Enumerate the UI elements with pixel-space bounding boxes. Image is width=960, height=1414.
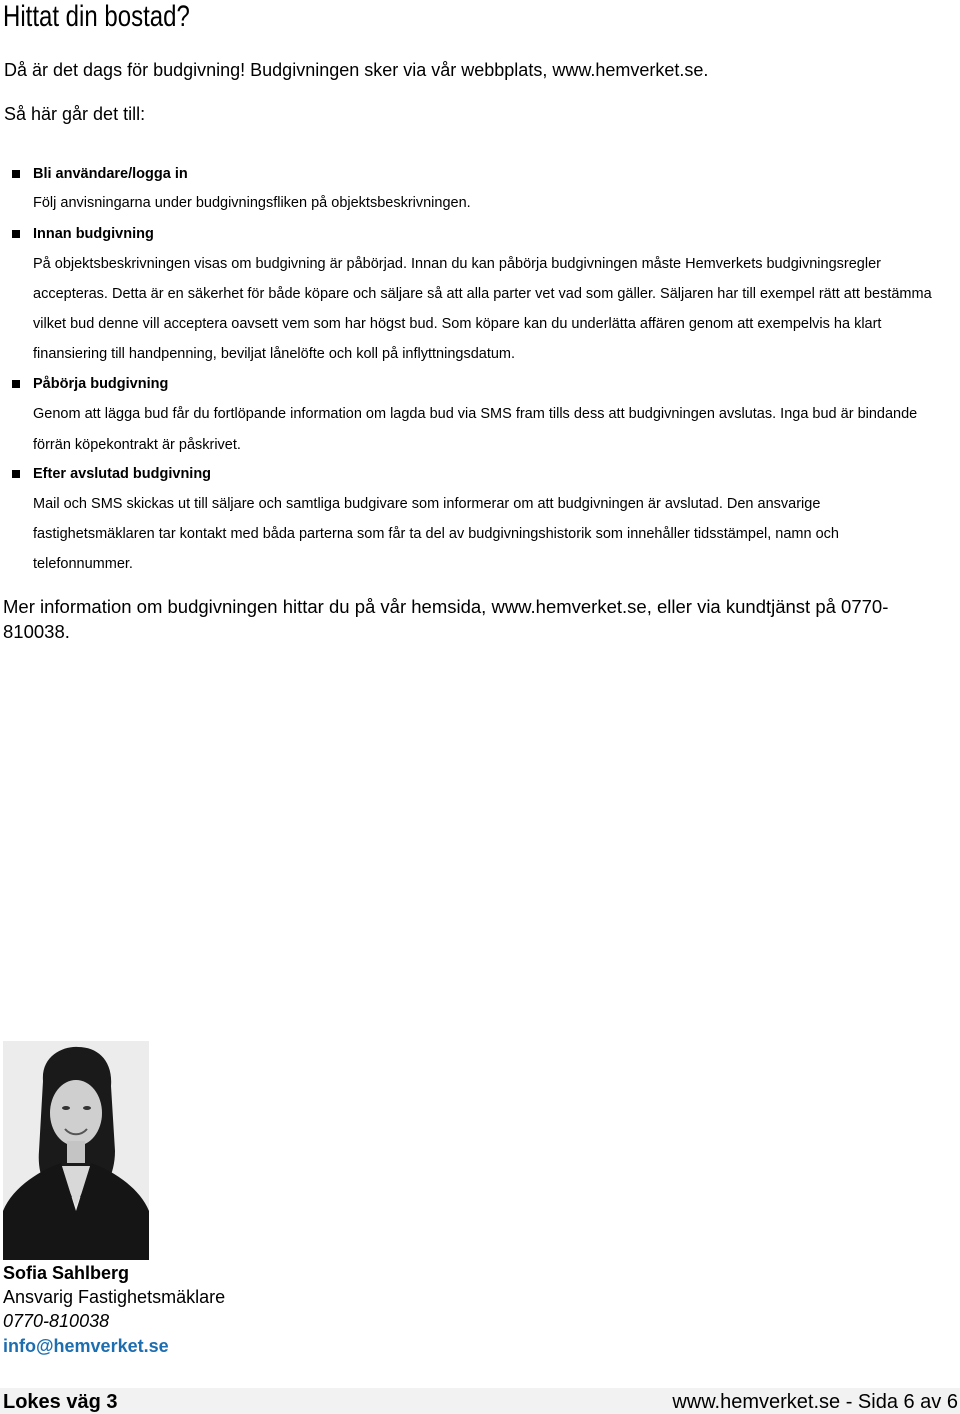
bullet-icon [12, 380, 20, 388]
step-text: Mail och SMS skickas ut till säljare och samtliga budgivare som informerar om att budgivningen är avslutad. Den ansvarige [33, 496, 821, 512]
bullet-icon [12, 470, 20, 478]
step-heading: Påbörja budgivning [33, 376, 169, 392]
contact-name: Sofia Sahlberg [3, 1263, 130, 1283]
footer-address: Lokes väg 3 [3, 1391, 118, 1413]
step-heading: Bli användare/logga in [33, 166, 188, 182]
more-info-text: Mer information om budgivningen hittar du på vår hemsida, www.hemverket.se, eller via kundtjänst på 0770-810038. [3, 596, 889, 642]
step-text: telefonnummer. [33, 556, 133, 572]
page-footer [0, 1388, 960, 1414]
step-text: finansiering till handpenning, beviljat lånelöfte och koll på inflyttningsdatum. [33, 346, 516, 362]
step-heading: Efter avslutad budgivning [33, 466, 212, 482]
intro-text: Då är det dags för budgivning! Budgivningen sker via vår webbplats, www.hemverket.se. [4, 60, 709, 80]
step-text: vilket bud denne vill acceptera oavsett vem som har högst bud. Som köpare kan du underlätta affären genom att exempelvis ha klart [33, 316, 882, 332]
step-text: förrän köpekontrakt är påskrivet. [33, 437, 241, 453]
step-heading: Innan budgivning [33, 226, 154, 242]
contact-role: Ansvarig Fastighetsmäklare [3, 1287, 226, 1307]
step-text: På objektsbeskrivningen visas om budgivning är påbörjad. Innan du kan påbörja budgivningen måste Hemverkets budgivningsregler [33, 256, 881, 272]
footer-site-page: www.hemverket.se - Sida 6 av 6 [672, 1391, 958, 1413]
agent-photo [3, 1041, 149, 1260]
portrait-image [3, 1041, 149, 1260]
contact-email-link[interactable]: info@hemverket.se [3, 1336, 169, 1356]
page-title: Hittat din bostad? [3, 0, 190, 33]
step-text: accepteras. Detta är en säkerhet för både köpare och säljare så att alla parter vet vad som gäller. Säljaren har till exempel rätt att bestämma [33, 286, 932, 302]
step-text: Följ anvisningarna under budgivningsfliken på objektsbeskrivningen. [33, 195, 471, 211]
step-text: Genom att lägga bud får du fortlöpande information om lagda bud via SMS fram tills dess att budgivningen avslutas. Inga bud är bindande [33, 406, 918, 422]
bullet-icon [12, 230, 20, 238]
contact-phone[interactable]: 0770-810038 [3, 1311, 110, 1331]
bullet-icon [12, 170, 20, 178]
howto-heading: Så här går det till: [4, 104, 146, 124]
step-text: fastighetsmäklaren tar kontakt med båda parterna som får ta del av budgivningshistorik som innehåller tidsstämpel, namn och [33, 526, 839, 542]
